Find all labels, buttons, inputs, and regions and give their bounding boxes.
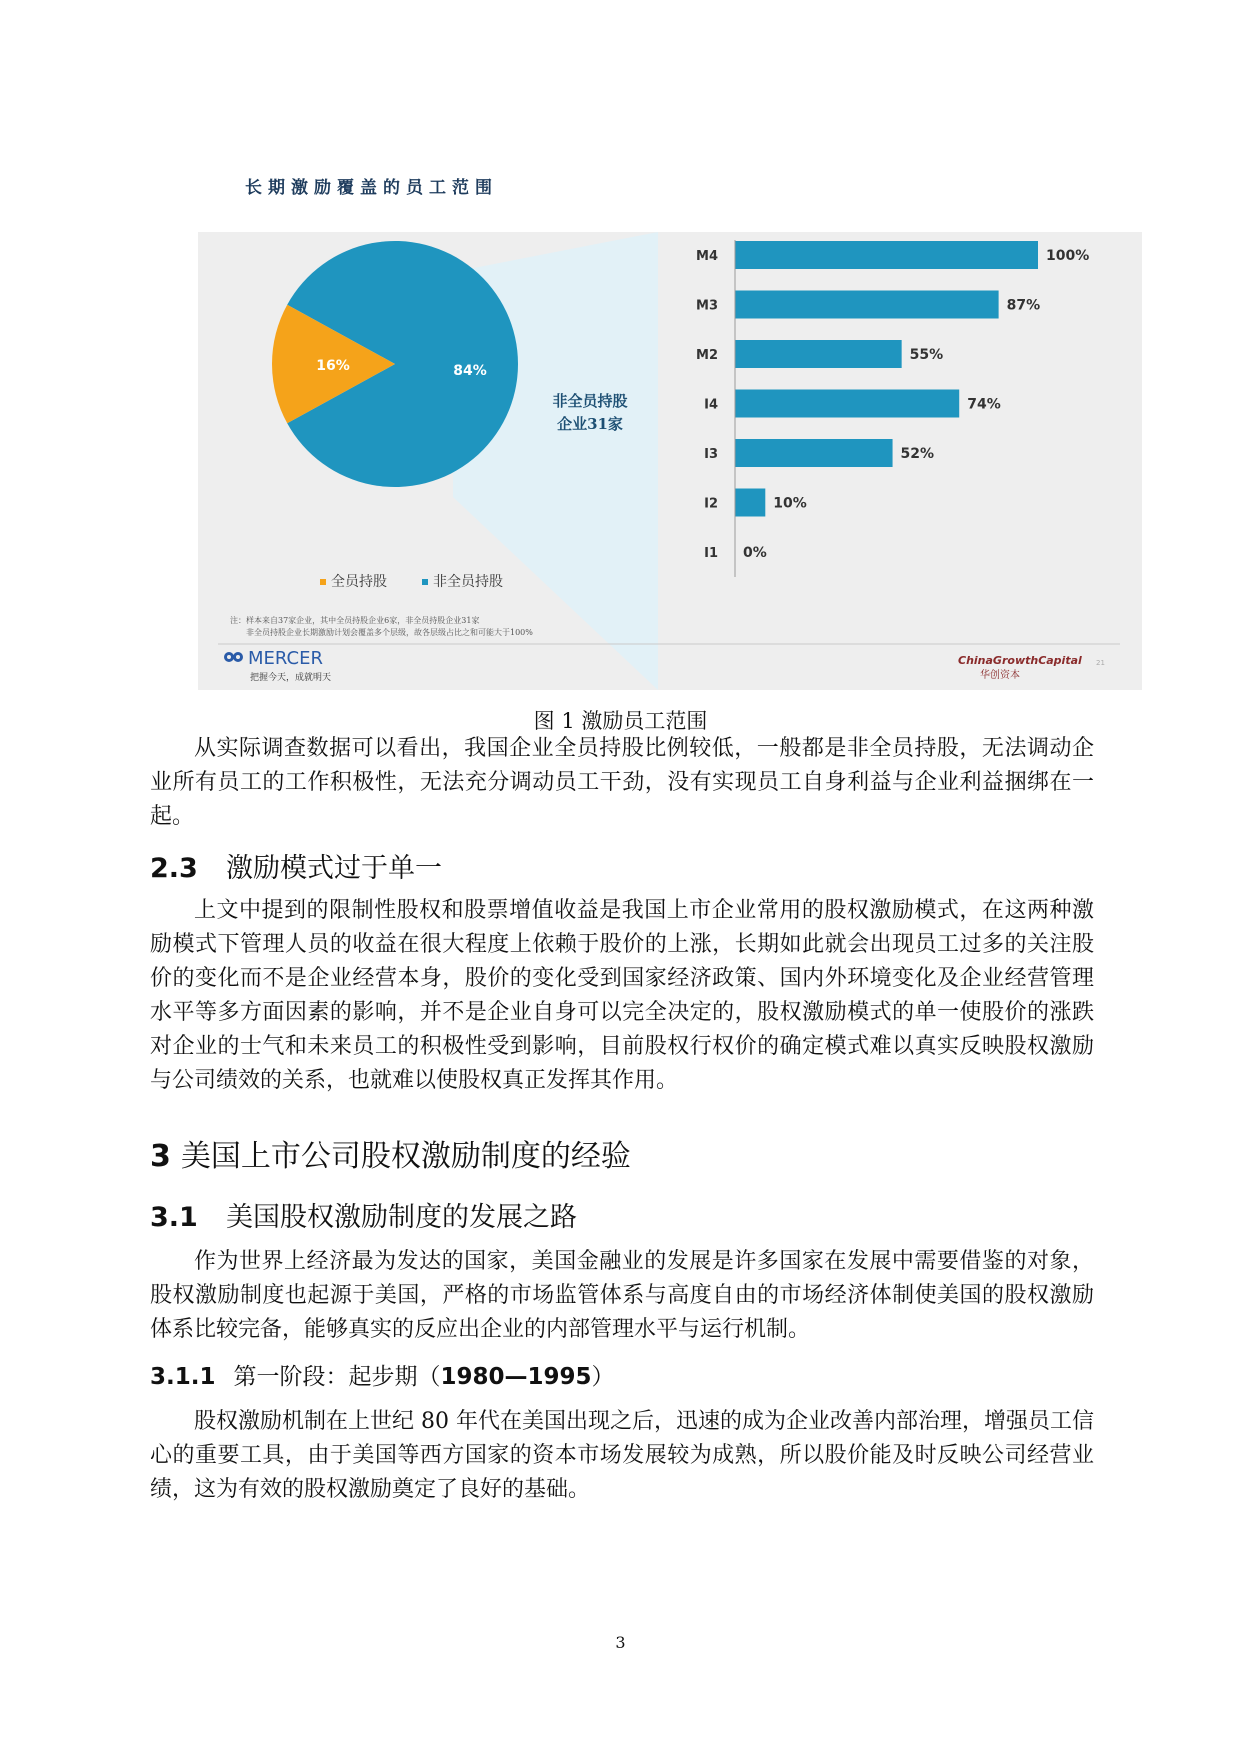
pie-connector-label-line1: 非全员持股 xyxy=(552,392,628,410)
section-3-1-1-heading xyxy=(150,1358,615,1391)
pie-label-full: 16% xyxy=(316,358,350,374)
bar-value-label: 0% xyxy=(743,545,767,561)
section-3-heading xyxy=(150,1131,631,1175)
bar-category-label: I3 xyxy=(704,447,718,462)
slide-number: 21 xyxy=(1096,659,1105,667)
bar-value-label: 100% xyxy=(1046,248,1090,264)
section-3-1-heading xyxy=(150,1195,577,1234)
svg-text:华创资本: 华创资本 xyxy=(980,670,1020,681)
bar-value-label: 52% xyxy=(900,446,935,462)
bar-category-label: M2 xyxy=(696,348,718,363)
bar-value-label: 10% xyxy=(773,495,807,512)
bar xyxy=(735,439,893,467)
section-2-3-heading xyxy=(150,846,442,885)
svg-text:ChinaGrowthCapital: ChinaGrowthCapital xyxy=(958,654,1082,667)
bar-category-label: I1 xyxy=(704,546,718,561)
bar-category-label: I4 xyxy=(704,397,718,413)
section-number: 3.1 xyxy=(150,1202,198,1233)
chart-title: 长期激励覆盖的员工范围 xyxy=(245,178,498,198)
section-years: 1980—1995 xyxy=(440,1364,592,1390)
legend-label-full: 全员持股 xyxy=(331,574,387,590)
figure-caption: 图 1 激励员工范围 xyxy=(533,709,708,733)
section-number: 3.1.1 xyxy=(150,1364,216,1390)
section-title: 激励模式过于单一 xyxy=(226,853,442,884)
bar xyxy=(735,340,902,368)
pie-chart xyxy=(272,241,518,487)
bar xyxy=(735,241,1038,269)
bar-value-label: 87% xyxy=(1006,297,1041,314)
legend-swatch-blue xyxy=(422,579,428,585)
paragraph-4: 股权激励机制在上世纪 80 年代在美国出现之后，迅速的成为企业改善内部治理，增强员工信心的重要工具，由于美国等西方国家的资本市场发展较为成熟，所以股价能及时反映公司经营业绩，这为有效的股权激励奠定了良好的基础。 xyxy=(150,1409,1094,1502)
paragraph-2: 上文中提到的限制性股权和股票增值收益是我国上市企业常用的股权激励模式，在这两种激励模式下管理人员的收益在很大程度上依赖于股价的上涨，长期如此就会出现员工过多的关注股价的变化而不是企业经营本身，股价的变化受到国家经济政策、国内外环境变化及企业经营管理水平等多方面因素的影响，并不是企业自身可以完全决定的，股权激励模式的单一使股价的涨跌对企业的士气和未来员工的积极性受到影响，目前股权行权价的确定模式难以真实反映股权激励与公司绩效的关系，也就难以使股权真正发挥其作用。 xyxy=(150,898,1094,1093)
figure-incentive-coverage xyxy=(198,232,1142,690)
svg-text:把握今天，成就明天: 把握今天，成就明天 xyxy=(250,673,332,683)
section-title: 美国上市公司股权激励制度的经验 xyxy=(180,1139,631,1174)
bar xyxy=(735,291,999,319)
section-title-close: ） xyxy=(591,1364,615,1390)
pie-connector-label-line2: 企业31家 xyxy=(557,415,623,433)
paragraph-1: 从实际调查数据可以看出，我国企业全员持股比例较低，一般都是非全员持股，无法调动企业所有员工的工作积极性，无法充分调动员工干劲，没有实现员工自身利益与企业利益捆绑在一起。 xyxy=(150,736,1094,829)
chart-note-line1: 注：样本来自37家企业，其中全员持股企业6家，非全员持股企业31家 xyxy=(230,616,480,625)
cgc-logo xyxy=(958,654,1082,681)
bar xyxy=(735,489,765,517)
bar-category-label: M3 xyxy=(696,298,718,314)
legend-swatch-orange xyxy=(320,579,326,585)
section-title: 美国股权激励制度的发展之路 xyxy=(226,1202,577,1233)
page-number: 3 xyxy=(615,1633,626,1652)
legend-label-partial: 非全员持股 xyxy=(433,574,503,590)
mercer-logo xyxy=(224,648,331,683)
bar-value-label: 74% xyxy=(967,396,1001,413)
paragraph-3: 作为世界上经济最为发达的国家，美国金融业的发展是许多国家在发展中需要借鉴的对象，股权激励制度也起源于美国，严格的市场监管体系与高度自由的市场经济体制使美国的股权激励体系比较完备，能够真实的反应出企业的内部管理水平与运行机制。 xyxy=(150,1249,1094,1342)
section-title: 第一阶段：起步期（ xyxy=(233,1364,441,1390)
bar-category-label: I2 xyxy=(704,496,718,512)
bar-value-label: 55% xyxy=(909,347,944,363)
chart-svg xyxy=(198,232,1142,690)
pie-label-partial: 84% xyxy=(453,363,487,379)
bar-chart xyxy=(696,241,1089,561)
bar-category-label: M4 xyxy=(696,249,718,264)
section-number: 2.3 xyxy=(150,853,198,884)
chart-note-line2: 非全员持股企业长期激励计划会覆盖多个层级，故各层级占比之和可能大于100% xyxy=(246,628,533,637)
bar xyxy=(735,390,959,418)
svg-text:MERCER: MERCER xyxy=(248,648,323,669)
section-number: 3 xyxy=(150,1139,171,1174)
